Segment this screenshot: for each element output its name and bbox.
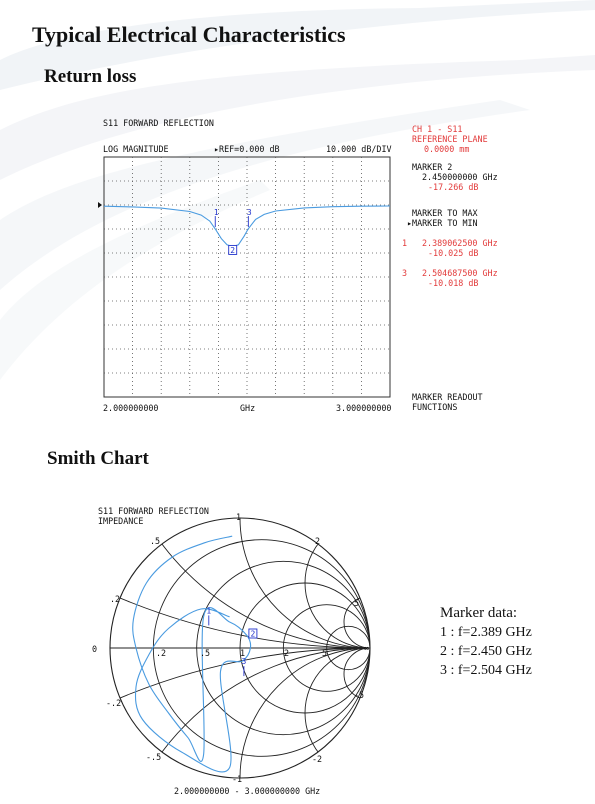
smith-reactance-circle [305,518,435,648]
rl-scale-label: 10.000 dB/DIV [326,144,392,154]
smith-marker-label: 1 [206,606,212,616]
rl-x-unit-label: GHz [240,403,256,413]
smith-label-r0: 0 [92,644,98,654]
rl-marker-to-max: MARKER TO MAX [412,208,478,218]
smith-label-lr: -2 [312,754,323,764]
smith-label-left-up: .2 [110,594,121,604]
smith-header: S11 FORWARD REFLECTION [98,506,209,516]
smith-label-ll: -.5 [146,752,162,762]
rl-readout-line1: MARKER READOUT [412,392,483,402]
smith-label-r1: 1 [240,648,246,658]
rl-channel-line1: CH 1 - S11 [412,124,463,134]
rl-marker-label: 1 [213,208,219,218]
marker-data-title: Marker data: [440,605,518,621]
smith-label-r02: .2 [156,648,167,658]
section-smith-chart-title: Smith Chart [47,448,149,469]
rl-ref-label: ▸REF=0.000 dB [214,144,280,154]
marker-data-line: 3 : f=2.504 GHz [440,663,532,678]
page-title: Typical Electrical Characteristics [32,22,346,47]
rl-marker1-freq: 2.389062500 GHz [422,238,498,248]
rl-marker-2-label: 2 [230,245,236,255]
rl-channel-line2: REFERENCE PLANE [412,134,488,144]
smith-marker-2-label: 2 [250,629,256,639]
rl-marker1-num: 1 [402,238,408,248]
rl-marker3-num: 3 [402,268,408,278]
smith-s11-trace [133,536,251,772]
rl-readout-line2: FUNCTIONS [412,402,458,412]
smith-label-right-down: -5 [354,690,365,700]
rl-marker2-label: MARKER 2 [412,162,453,172]
smith-reactance-circle [110,128,595,648]
smith-label-ur: 2 [315,536,321,546]
rl-x-start-label: 2.000000000 [103,403,159,413]
rl-format-label: LOG MAGNITUDE [103,144,169,154]
rl-marker1-value: -10.025 dB [428,248,479,258]
rl-marker2-value: -17.266 dB [428,182,479,192]
marker-data-panel [440,604,532,680]
smith-marker-label: 3 [241,657,247,667]
rl-marker3-freq: 2.504687500 GHz [422,268,498,278]
smith-label-left-down: -.2 [106,698,122,708]
smith-label-r2: 2 [284,648,290,658]
smith-label-right-up: 5 [354,598,360,608]
smith-label-rinf: ∞ [364,643,370,653]
rl-header: S11 FORWARD REFLECTION [103,118,214,128]
smith-format-label: IMPEDANCE [98,516,144,526]
smith-reactance-circle [305,648,435,778]
smith-label-bottom: -1 [232,774,243,784]
section-return-loss-title: Return loss [44,66,137,87]
rl-marker-label: 3 [246,208,252,218]
rl-marker3-value: -10.018 dB [428,278,479,288]
smith-freq-range: 2.000000000 - 3.000000000 GHz [174,786,321,796]
smith-label-r05: .5 [200,648,211,658]
marker-data-line: 2 : f=2.450 GHz [440,644,532,659]
rl-marker2-freq: 2.450000000 GHz [422,172,498,182]
marker-data-line: 1 : f=2.389 GHz [440,625,532,640]
smith-label-ul: .5 [150,536,161,546]
rl-marker-to-min: ▸MARKER TO MIN [407,218,478,228]
rl-channel-line3: 0.0000 mm [424,144,470,154]
smith-label-r5: 5 [322,648,328,658]
rl-x-stop-label: 3.000000000 [336,403,392,413]
smith-label-top: 1 [236,512,242,522]
